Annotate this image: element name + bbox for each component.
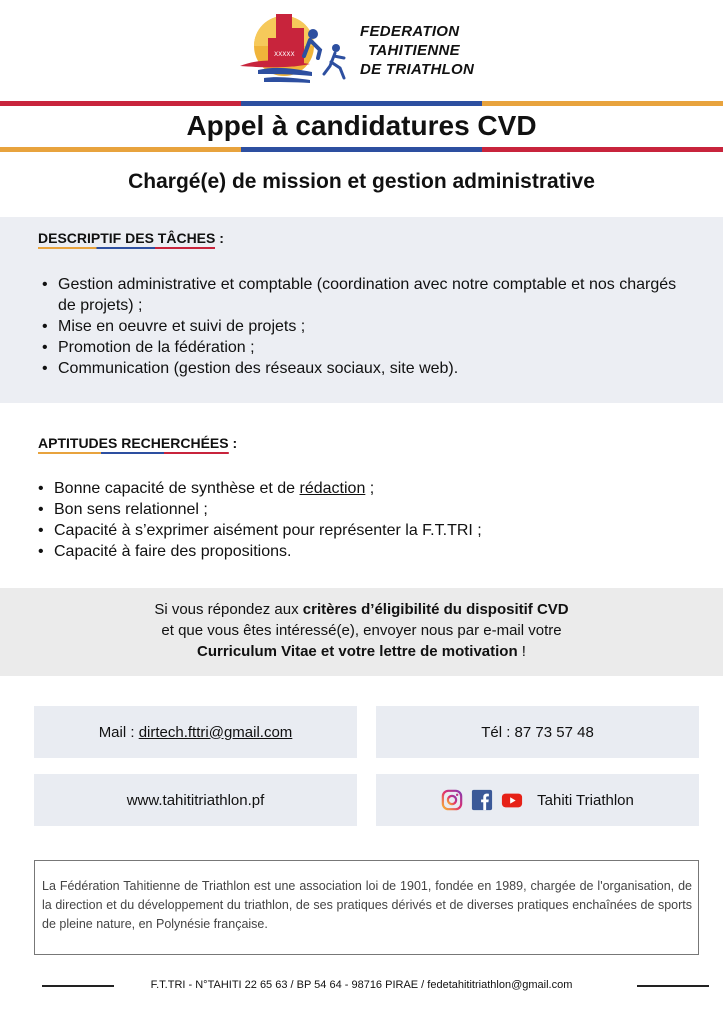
list-item: • Bon sens relationnel ;	[36, 499, 686, 520]
cta-line1	[0, 599, 723, 620]
mail-link[interactable]: dirtech.fttri@gmail.com	[138, 723, 293, 741]
cta-line1-prefix: Si vous répondez aux	[154, 601, 303, 618]
cta-line2: et que vous êtes intéressé(e), envoyer nous par e-mail votre	[161, 622, 562, 639]
mail-label: Mail :	[98, 723, 135, 741]
list-item: • Capacité à s’exprimer aisément pour représenter la F.T.TRI ;	[36, 520, 686, 541]
social-links	[441, 789, 634, 811]
cta-line3	[0, 641, 723, 662]
youtube-icon[interactable]	[501, 789, 523, 811]
list-item: • Gestion administrative et comptable (coordination avec notre comptable et nos chargés de projets) ;	[40, 274, 690, 316]
tasks-heading	[38, 230, 224, 249]
list-item: • Capacité à faire des propositions.	[36, 541, 686, 562]
website-link[interactable]: www.tahititriathlon.pf	[126, 791, 265, 809]
skill-1-prefix: Bonne capacité de synthèse et de	[54, 480, 300, 497]
skills-list	[36, 478, 686, 562]
ftt-logo-icon	[240, 8, 352, 94]
federation-name-line2: TAHITIENNE	[368, 42, 460, 59]
cta-line3-suffix: !	[517, 643, 526, 660]
page-title: Appel à candidatures CVD	[186, 110, 537, 141]
federation-name	[360, 22, 474, 79]
skills-heading	[38, 435, 237, 454]
list-item: • Communication (gestion des réseaux sociaux, site web).	[40, 358, 690, 379]
footer-text: F.T.TRI - N°TAHITI 22 65 63 / BP 54 64 - 98716 PIRAE / fedetahititriathlon@gmail.com	[150, 979, 573, 991]
phone-number: Tél : 87 73 57 48	[481, 723, 594, 741]
job-subtitle: Chargé(e) de mission et gestion administrative	[128, 170, 595, 193]
social-box	[376, 774, 699, 826]
federation-name-line1: FEDERATION	[360, 23, 460, 40]
cta-documents: Curriculum Vitae et votre lettre de motivation	[197, 643, 518, 660]
cta-eligibility: critères d’éligibilité du dispositif CVD	[302, 601, 569, 618]
list-item: • Promotion de la fédération ;	[40, 337, 690, 358]
top-stripe	[0, 101, 723, 106]
skills-heading-suffix: :	[228, 435, 238, 451]
phone-box	[376, 706, 699, 758]
header	[0, 0, 723, 100]
instagram-icon[interactable]	[441, 789, 463, 811]
redaction-word: rédaction	[299, 480, 366, 497]
list-item	[36, 478, 686, 499]
tasks-heading-suffix: :	[215, 230, 224, 246]
tasks-heading-text: DESCRIPTIF DES TÂCHES	[38, 230, 215, 249]
call-to-action	[0, 588, 723, 676]
svg-text:XXXXX: XXXXX	[274, 51, 295, 58]
federation-name-line3: DE TRIATHLON	[360, 61, 475, 78]
facebook-icon[interactable]	[471, 789, 493, 811]
skill-1-suffix: ;	[365, 480, 375, 497]
list-item: • Mise en oeuvre et suivi de projets ;	[40, 316, 690, 337]
mail-box	[34, 706, 357, 758]
skills-heading-text: APTITUDES RECHERCHÉES	[38, 435, 229, 454]
tasks-list	[40, 274, 690, 379]
about-federation: La Fédération Tahitienne de Triathlon est une association loi de 1901, fondée en 1989, chargée de l'organisation, de la direction et du développement du triathlon, de ses pratiques dérivés et de diverses pratiques enchaînées de sports de pleine nature, en Polynésie française.	[34, 860, 699, 955]
website-box	[34, 774, 357, 826]
social-name: Tahiti Triathlon	[537, 791, 634, 809]
bottom-stripe	[0, 147, 723, 152]
